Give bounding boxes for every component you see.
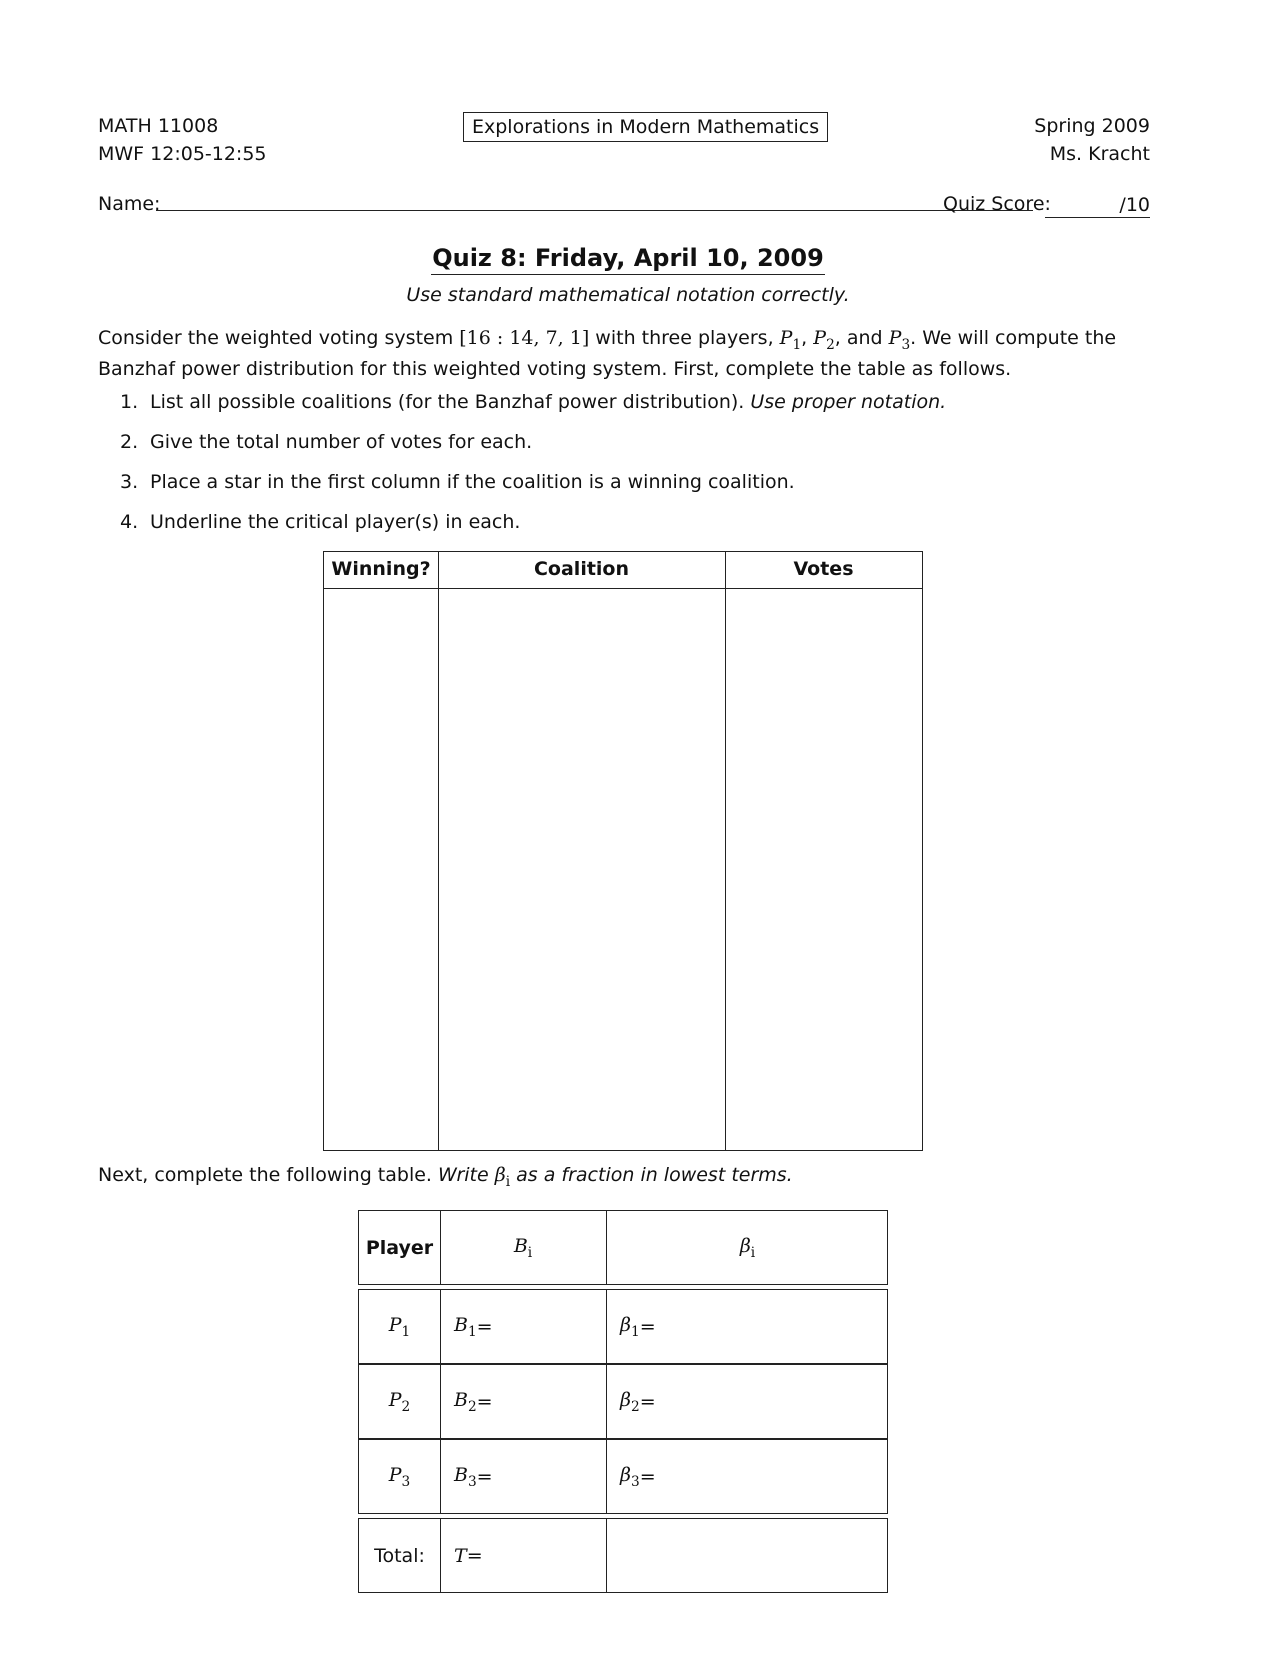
- beta1-field[interactable]: $\beta_1$ =: [620, 1313, 656, 1340]
- total-t-field[interactable]: T =: [454, 1544, 483, 1567]
- power-table-header: [358, 1210, 888, 1285]
- intro-text: ,: [801, 327, 814, 349]
- term-info: [1034, 112, 1150, 168]
- header-b: $B_i$: [513, 1234, 533, 1261]
- term: Spring 2009: [1034, 115, 1150, 137]
- class-schedule: MWF 12:05-12:55: [98, 143, 267, 165]
- total-beta-field[interactable]: [606, 1519, 889, 1592]
- course-title-box: Explorations in Modern Mathematics: [463, 112, 828, 142]
- quiz-title-wrap: [0, 244, 1256, 272]
- name-label: Name:: [98, 193, 161, 215]
- player-p3: $P_3$: [388, 1463, 411, 1490]
- player-p2: $P_2$: [388, 1388, 411, 1415]
- list-item: 3. Place a star in the first column if the coalition is a winning coalition.: [120, 471, 795, 493]
- intro-paragraph: [98, 326, 1152, 381]
- list-item: 4. Underline the critical player(s) in each.: [120, 511, 521, 533]
- quiz-score-field[interactable]: /10: [1045, 193, 1150, 218]
- name-score-row: [98, 193, 1150, 219]
- instruction-list: [120, 390, 946, 550]
- player-p1: $P_1$: [388, 1313, 411, 1340]
- beta3-field[interactable]: $\beta_3$ =: [620, 1463, 656, 1490]
- header-coalition: Coalition: [533, 558, 630, 580]
- player-p3: $P_3$: [888, 327, 911, 353]
- intro-text: . We will compute the Banzhaf power distribution for this weighted voting system. First, complete the table as follows.: [98, 327, 1117, 380]
- instructor: Ms. Kracht: [1049, 143, 1150, 165]
- voting-system: [16 : 14, 7, 1]: [459, 327, 590, 349]
- course-number: MATH 11008: [98, 115, 219, 137]
- header-divider: [324, 588, 922, 589]
- next-instruction: Next, complete the following table. Write $\beta_i$ as a fraction in lowest terms.: [98, 1164, 793, 1190]
- table-row: [358, 1364, 888, 1439]
- coalition-table: [323, 551, 923, 1151]
- intro-text: with three players,: [589, 327, 780, 349]
- b1-field[interactable]: $B_1$ =: [454, 1313, 493, 1340]
- quiz-title: Quiz 8: Friday, April 10, 2009: [431, 244, 825, 275]
- list-item: 1. List all possible coalitions (for the Banzhaf power distribution). Use proper notation.: [120, 391, 947, 413]
- coalition-column-answer-area[interactable]: [440, 590, 724, 1148]
- player-p1: $P_1$: [779, 327, 802, 353]
- header-votes: Votes: [793, 558, 854, 580]
- header-winning: Winning?: [331, 558, 431, 580]
- table-row: [358, 1439, 888, 1514]
- course-info: [98, 112, 267, 168]
- intro-text: , and: [834, 327, 889, 349]
- intro-text: Consider the weighted voting system: [98, 327, 460, 349]
- header-beta: $\beta_i$: [739, 1234, 756, 1261]
- total-row: [358, 1518, 888, 1593]
- name-field[interactable]: [156, 210, 1033, 211]
- column-divider: [725, 552, 726, 1150]
- winning-column-answer-area[interactable]: [324, 590, 437, 1148]
- votes-column-answer-area[interactable]: [727, 590, 921, 1148]
- header-player: Player: [365, 1236, 434, 1259]
- table-row: [358, 1289, 888, 1364]
- column-divider: [438, 552, 439, 1150]
- total-label: Total:: [374, 1544, 425, 1567]
- list-item: 2. Give the total number of votes for each.: [120, 431, 533, 453]
- player-p2: $P_2$: [813, 327, 835, 353]
- b2-field[interactable]: $B_2$ =: [454, 1388, 493, 1415]
- beta2-field[interactable]: $\beta_2$ =: [620, 1388, 656, 1415]
- quiz-score-label: Quiz Score:: [943, 193, 1051, 215]
- quiz-subtitle: Use standard mathematical notation correctly.: [406, 284, 850, 306]
- b3-field[interactable]: $B_3$ =: [454, 1463, 493, 1490]
